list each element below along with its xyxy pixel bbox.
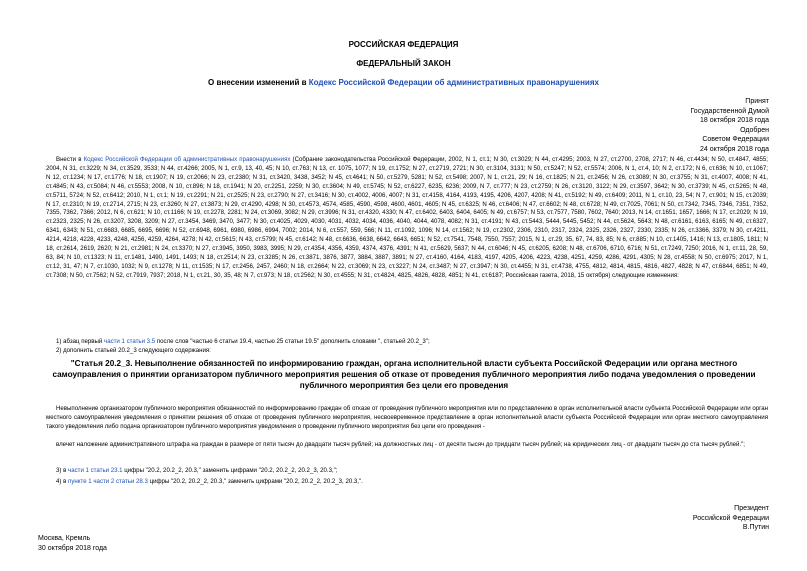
adoption-line: Принят bbox=[745, 98, 769, 105]
article-title: "Статья 20.2_3. Невыполнение обязанностей по информированию граждан, органа исполнительной власти субъекта Российской Федерации или органа местного самоуправления о принятии организатором публичного мероприятия решения об отказе от проведения публичного мероприятия либо подача уведомления о проведении публичного мероприятия без цели его проведения bbox=[52, 359, 756, 390]
signature-name: В.Путин bbox=[742, 524, 769, 531]
item-4-link[interactable]: пункте 1 части 2 статьи 28.3 bbox=[68, 478, 148, 485]
federation-heading: РОССИЙСКАЯ ФЕДЕРАЦИЯ bbox=[348, 40, 459, 49]
item-4-text: цифры "20.2, 20.2_2, 20.3," заменить цифрами "20.2, 20.2_2, 20.2_3, 20.3,". bbox=[147, 478, 363, 485]
item-2: 2) дополнить статьей 20.2_3 следующего содержания: bbox=[56, 347, 211, 354]
adoption-block bbox=[690, 97, 769, 154]
intro-prefix: Внести в bbox=[56, 156, 84, 163]
adoption-line: 24 октября 2018 года bbox=[700, 145, 769, 153]
adoption-line: Государственной Думой bbox=[690, 107, 769, 115]
item-3-link[interactable]: части 1 статьи 23.1 bbox=[68, 467, 123, 474]
place-line: Москва, Кремль bbox=[38, 535, 91, 542]
item-1-text: после слов "частью 6 статьи 19.4, частью 25 статьи 19.5" дополнить словами ", статьей 20.2_3"; bbox=[155, 338, 430, 345]
adoption-line: Советом Федерации bbox=[702, 136, 769, 143]
intro-text: (Собрание законодательства Российской Федерации, 2002, N 1, ст.1; N 30, ст.3029; N 44, ст.4295; 2003, N 27, ст.2700, 2708, 2717; N 46, ст.4434; N 50, ст.4847, 4855; 2004, N 31, ст.3229; N 34, ст.3529, 3533; N 44, ст.4266; 2005, N 1, ст.9, 13, 40, 45; N 10, ст.763; N 13, ст. 1075, 1077; N 19, ст.1752; N 27, ст.2719, 2721; N 30, ст.3104, 3131; N 50, ст.5247; N 52, ст.5574; 2006, N 1, ст.4, 10; N 2, ст.172; N 6, ст.636; N 10, ст.1067; N 12, ст.1234; N 17, ст.1776; N 18, ст.1907; N 19, ст.2066; N 23, ст.2380; N 31, ст.3420, 3438, 3452; N 45, ст.4641; N 50, ст.5279, 5281; N 52, ст.5498; 2007, N 1, ст.21, 29; N 16, ст.1825; N 21, ст.2456; N 26, ст.3089; N 30, ст.3755; N 31, ст.4007, 4008; N 41, ст.4845; N 43, ст.5084; N 46, ст.5553; 2008, N 10, ст.896; N 18, ст.1941; N 20, ст.2251, 2259; N 30, ст.3604; N 49, ст.5745; N 52, ст.6227, 6235, 6236; 2009, N 7, ст.777; N 23, ст.2759; N 26, ст.3120, 3122; N 29, ст.3597, 3642; N 30, ст.3739; N 45, ст.5265; N 48, ст.5711, 5724; N 52, ст.6412; 2010, N 1, ст.1; N 19, ст.2291; N 21, ст.2525; N 23, ст.2790; N 27, ст.3416; N 30, ст.4002, 4006, 4007; N 31, ст.4158, 4164, 4193, 4195, 4206, 4207, 4208; N 41, ст.5192; N 49, ст.6409; 2011, N 1, ст.10, 23, 54; N 7, ст.901; N 15, ст.2039; N 17, ст.2310; N 19, ст.2714, 2715; N 23, ст.3260; N 27, ст.3873; N 29, ст.4290, 4298; N 30, ст.4573, 4574, 4585, 4590, 4598, 4600, 4601, 4605; N 45, ст.6325; N 46, ст.6406; N 47, ст.6602; N 48, ст.6728; N 49, ст.7025, 7061; N 50, ст.7342, 7345, 7346, 7351, 7352, 7355, 7362, 7366; 2012, N 6, ст.621; N 10, ст.1166; N 19, ст.2278, 2281; N 24, ст.3069, 3082; N 29, ст.3996; N 31, ст.4320, 4330; N 47, ст.6402, 6403, 6404, 6405; N 49, ст.6757; N 53, ст.7577, 7580, 7602, 7640; 2013, N 14, ст.1651, 1657, 1666; N 17, ст.2029; N 19, ст.2323, 2325; N 26, ст.3207, 3208, 3209; N 27, ст.3454, 3469, 3470, 3477; N 30, ст.4025, 4029, 4030, 4031, 4032, 4034, 4036, 4040, 4044, 4078, 4082; N 31, ст.4191; N 43, ст.5443, 5444, 5445, 5452; N 44, ст.5624, 5643; N 48, ст.6161, 6163, 6165; N 49, ст.6327, 6341, 6343; N 51, ст.6683, 6685, 6695, 6696; N 52, ст.6948, 6961, 6980, 6986, 6994, 7002; 2014, N 6, ст.557, 559, 566; N 11, ст.1092, 1096; N 14, ст.1562; N 19, ст.2302, 2306, 2310, 2317, 2324, 2325, 2326, 2327, 2330, 2335; N 26, ст.3366, 3379; N 30, ст.4211, 4214, 4218, 4228, 4233, 4248, 4256, 4259, 4264, 4278; N 42, ст.5615; N 43, ст.5799; N 45, ст.6142; N 48, ст.6636, 6638, 6642, 6643, 6651; N 52, ст.7541, 7548, 7550, 7557; 2015, N 1, ст.29, 35, 67, 74, 83, 85; N 6, ст.885; N 10, ст.1405, 1416; N 13, ст.1805, 1811; N 18, ст.2614, 2619, 2620; N 21, ст.2981; N 24, ст.3370; N 27, ст.3945, 3950, 3983, 3995; N 29, ст.4354, 4356, 4359, 4374, 4376, 4391; N 41, ст.5629, 5637; N 44, ст.6046; N 45, ст.6205, 6208; N 48, ст.6706, 6710, 6716; N 51, ст.7249, 7250; 2016, N 1, ст.11, 28, 59, 63, 84; N 10, ст.1323; N 11, ст.1481, 1490, 1491, 1493; N 18, ст.2514; N 23, ст.3285; N 26, ст.3871, 3876, 3877, 3884, 3887, 3891; N 27, ст.4160, 4164, 4183, 4197, 4205, 4206, 4223, 4238, 4251, 4259, 4286, 4291, 4305; N 28, ст.4558; N 50, ст.6975; 2017, N 1, ст.12, 31, 47; N 7, ст.1030, 1032; N 9, ст.1278; N 11, ст.1535; N 17, ст.2456, 2457, 2460; N 18, ст.2664; N 22, ст.3069; N 23, ст.3227; N 24, ст.3487; N 27, ст.3947; N 30, ст.4455; N 31, ст.4738, 4755, 4812, 4814, 4815, 4816, 4827, 4828; N 47, ст.6844, 6851; N 49, ст.7308; N 50, ст.7562; N 52, ст.7919, 7937; 2018, N 1, ст.21, 30, 35, 48; N 7, ст.973; N 18, ст.2562; N 30, ст.4555; N 31, ст.4824, 4825, 4826, 4828, 4851; N 41, ст.6187; bbox=[46, 156, 768, 279]
intro-code-link[interactable]: Кодекс Российской Федерации об административных правонарушениях bbox=[83, 156, 291, 163]
item-4 bbox=[46, 478, 768, 487]
signature-block bbox=[693, 504, 769, 533]
item-1-prefix: 1) абзац первый bbox=[56, 338, 105, 345]
signature-line: Российской Федерации bbox=[692, 514, 769, 522]
intro-tail: Российская газета, 2018, 15 октября) следующие изменения: bbox=[505, 271, 679, 279]
place-date-block bbox=[38, 534, 107, 553]
item-1-link[interactable]: части 1 статьи 3.5 bbox=[104, 338, 156, 345]
law-type-heading: ФЕДЕРАЛЬНЫЙ ЗАКОН bbox=[356, 59, 451, 68]
article-paragraph-2: влечет наложение административного штрафа на граждан в размере от пяти тысяч до двадцати тысяч рублей; на должностных лиц - от десяти тысяч до тридцати тысяч рублей; на юридических лиц - от двадцати тысяч до ста тысяч рублей."; bbox=[56, 441, 745, 448]
adoption-line: 18 октября 2018 года bbox=[700, 117, 769, 124]
date-line: 30 октября 2018 года bbox=[38, 544, 107, 552]
item-4-prefix: 4) в bbox=[56, 478, 69, 485]
signature-line: Президент bbox=[734, 505, 769, 512]
law-title bbox=[0, 78, 807, 88]
article-paragraph-1: Невыполнение организатором публичного мероприятия обязанностей по информированию граждан об отказе от проведения публичного мероприятия или по представлению в орган исполнительной власти субъекта Российской Федерации или орган местного самоуправления уведомления о принятии решения об отказе от проведения публичного мероприятия, несвоевременное представление в орган исполнительной власти субъекта Российской Федерации или орган местного самоуправления такого уведомления либо подача организатором публичного мероприятия уведомления о проведении публичного мероприятия без цели его проведения - bbox=[46, 405, 768, 430]
item-3-text: цифры "20.2, 20.2_2, 20.3," заменить цифрами "20.2, 20.2_2, 20.2_3, 20.3,"; bbox=[122, 467, 338, 474]
law-title-code-link[interactable]: Кодекс Российской Федерации об административных правонарушениях bbox=[308, 78, 599, 87]
law-title-prefix: О внесении изменений в bbox=[208, 78, 309, 87]
item-3-prefix: 3) в bbox=[56, 467, 69, 474]
adoption-line: Одобрен bbox=[740, 126, 769, 134]
item-3 bbox=[46, 467, 768, 476]
item-1 bbox=[46, 338, 768, 347]
intro-paragraph bbox=[46, 156, 768, 281]
